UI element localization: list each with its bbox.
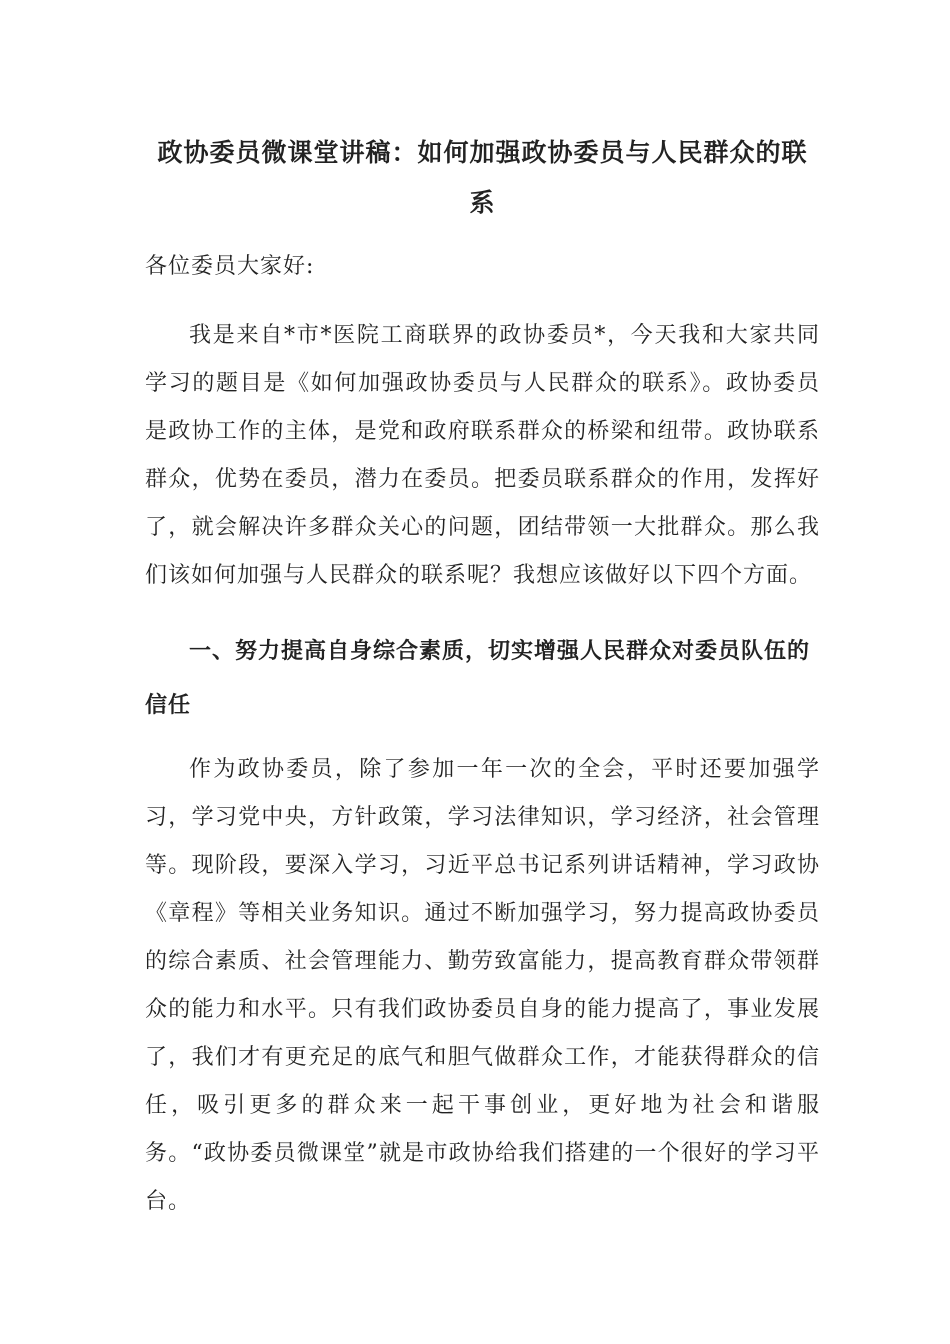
section-heading: 一、努力提高自身综合素质，切实增强人民群众对委员队伍的信任 [145, 638, 811, 718]
intro-paragraph: 我是来自*市*医院工商联界的政协委员*，今天我和大家共同学习的题目是《如何加强政协委员与人民群众的联系》。政协委员是政协工作的主体，是党和政府联系群众的桥梁和纽带。政协联系群众，优势在委员，潜力在委员。把委员联系群众的作用，发挥好了，就会解决许多群众关心的问题，团结带领一大批群众。那么我们该如何加强与人民群众的联系呢？我想应该做好以下四个方面。 [145, 323, 820, 588]
salutation: 各位委员大家好: [145, 254, 315, 279]
section-paragraph: 作为政协委员，除了参加一年一次的全会，平时还要加强学习，学习党中央，方针政策，学习法律知识，学习经济，社会管理等。现阶段，要深入学习，习近平总书记系列讲话精神，学习政协《章程》等相关业务知识。通过不断加强学习，努力提高政协委员的综合素质、社会管理能力、勤劳致富能力，提高教育群众带领群众的能力和水平。只有我们政协委员自身的能力提高了，事业发展了，我们才有更充足的底气和胆气做群众工作，才能获得群众的信任，吸引更多的群众来一起干事创业，更好地为社会和谐服务。“政协委员微课堂”就是市政协给我们搭建的一个很好的学习平台。 [145, 757, 820, 1214]
document-page [145, 128, 820, 1226]
document-title: 政协委员微课堂讲稿：如何加强政协委员与人民群众的联系 [157, 138, 808, 217]
